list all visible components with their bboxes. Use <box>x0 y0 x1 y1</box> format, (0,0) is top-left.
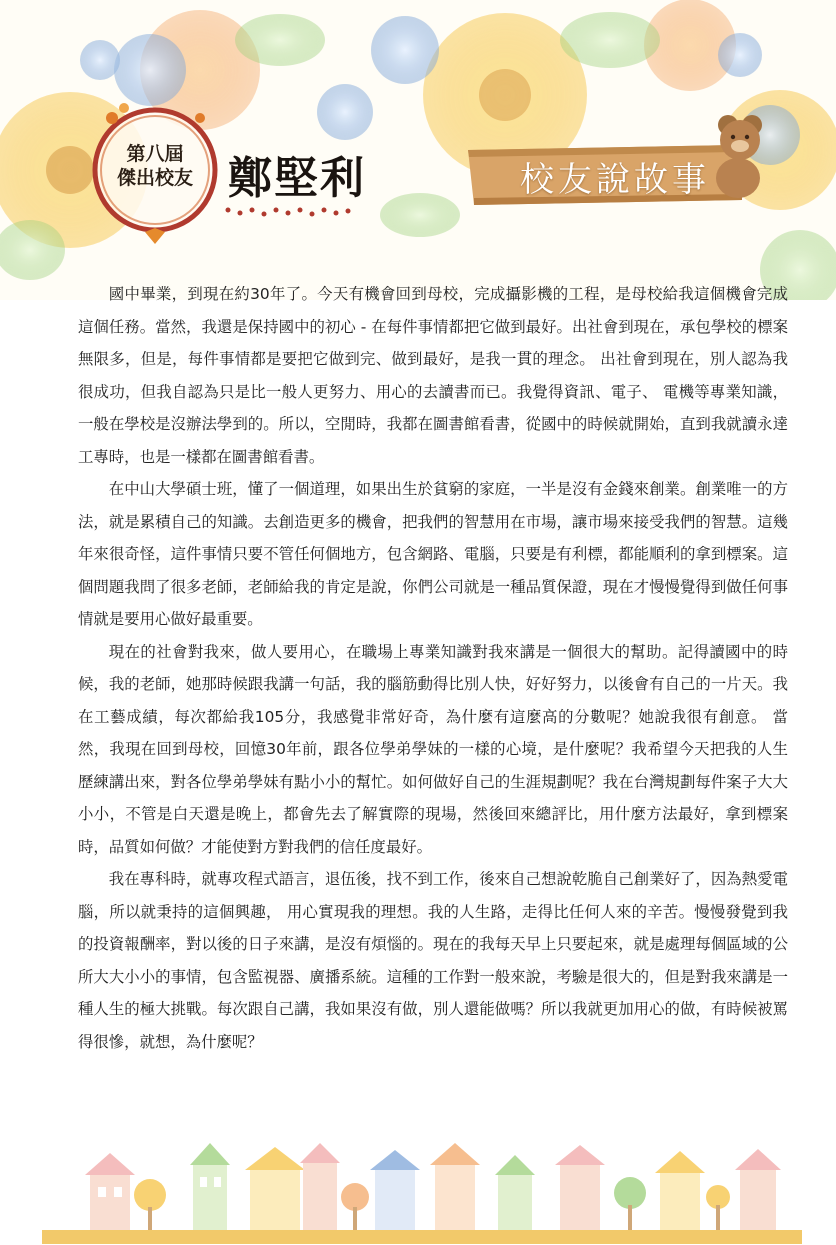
town-houses-illustration <box>0 1135 836 1245</box>
article-body <box>78 278 788 1058</box>
alumni-badge <box>100 142 210 190</box>
alumnus-name: 鄭堅利 <box>228 153 366 204</box>
paragraph-3: 現在的社會對我來，做人要用心，在職場上專業知識對我來講是一個很大的幫助。記得讀國中的時候，我的老師，她那時候跟我講一句話，我的腦筋動得比別人快，好好努力，以後會有自己的一片天。我在工藝成績，每次都給我105分，我感覺非常好奇，為什麼有這麼高的分數呢？她說我很有創意。 當然，我現在回到母校，回憶30年前，跟各位學弟學妹的一樣的心境，是什麼呢？我希望今天把我的人生歷練講出來，對各位學弟學妹有點小小的幫忙。如何做好自己的生涯規劃呢？我在台灣規劃每件案子大大小小，不管是白天還是晚上，都會先去了解實際的現場，然後回來總評比，用什麼方法最好，拿到標案時，品質如何做？才能使對方對我們的信任度最好。 <box>78 642 788 856</box>
badge-title: 傑出校友 <box>116 167 193 189</box>
badge-term: 第八屆 <box>126 143 184 165</box>
paragraph-1: 國中畢業，到現在約30年了。今天有機會回到母校，完成攝影機的工程，是母校給我這個機會完成這個任務。當然，我還是保持國中的初心 - 在每件事情都把它做到最好。出社會到現在，承包學校的標案無限多，但是，每件事情都是要把它做到完、做到最好，是我一貫的理念。 出社會到現在，別人認為我很成功，但我自認為只是比一般人更努力、用心的去讀書而已。我覺得資訊、電子、 電機等專業知識，一般在學校是沒辦法學到的。所以，空閒時，我都在圖書館看書，從國中的時候就開始，直到我就讀永達工專時，也是一樣都在圖書館看書。 <box>78 285 788 466</box>
paragraph-4: 我在專科時，就專攻程式語言，退伍後，找不到工作，後來自己想說乾脆自己創業好了，因為熱愛電腦，所以就秉持的這個興趣， 用心實現我的理想。我的人生路，走得比任何人來的辛苦。慢慢發覺到我的投資報酬率，對以後的日子來講，是沒有煩惱的。現在的我每天早上只要起來，就是處理每個區域的公所大大小小的事情，包含監視器、廣播系統。這種的工作對一般來說，考驗是很大的，但是對我來講是一種人生的極大挑戰。每次跟自己講，我如果沒有做，別人還能做嗎？所以我就更加用心的做，有時候被罵得很慘，就想，為什麼呢？ <box>78 870 788 1051</box>
section-banner-title: 校友說故事 <box>520 160 710 200</box>
paragraph-2: 在中山大學碩士班，懂了一個道理，如果出生於貧窮的家庭，一半是沒有金錢來創業。創業唯一的方法，就是累積自己的知識。去創造更多的機會，把我們的智慧用在市場，讓市場來接受我們的智慧。這幾年來很奇怪，這件事情只要不管任何個地方，包含網路、電腦，只要是有利標，都能順利的拿到標案。這個問題我問了很多老師，老師給我的肯定是說，你們公司就是一種品質保證，現在才慢慢覺得到做任何事情就是要用心做好最重要。 <box>78 480 788 628</box>
